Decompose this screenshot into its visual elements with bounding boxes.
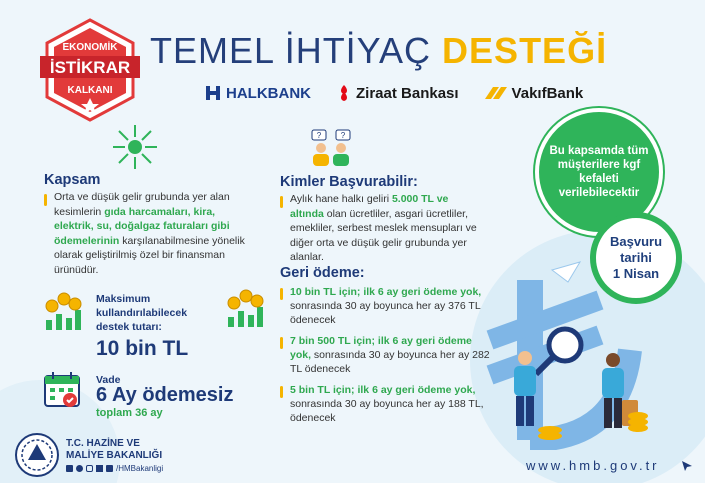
apply-line2: tarihi [620, 250, 652, 265]
repayment-item [290, 334, 490, 376]
apply-line1: Başvuru [609, 234, 663, 249]
lira-illustration [470, 250, 690, 450]
repayment-item-rest: sonrasında 30 ay boyunca her ay 376 TL ödenecek [290, 300, 481, 326]
scope-text [54, 190, 254, 278]
people-question-icon [310, 128, 354, 168]
eligibility-text-b: olan ücretliler, asgari ücretliler, emekliler, serbest meslek mensupları ve diğer orta ve düşük gelir grubunda yer alanlar. [290, 207, 477, 264]
eligibility-heading: Kimler Başvurabilir: [280, 174, 418, 190]
badge-line1: EKONOMİK [62, 42, 118, 53]
scope-text-b: karşılanabilmesine yönelik olarak geliştirilmiş özel bir finansman ürünüdür. [54, 234, 245, 276]
social-handle: /HMBakanligi [116, 464, 164, 473]
svg-text:?: ? [316, 131, 322, 140]
eligibility-text-a: Aylık hane halkı geliri [290, 193, 392, 205]
accent-bar [280, 386, 283, 398]
bank-ziraat [337, 84, 459, 102]
website-link[interactable]: www.hmb.gov.tr [526, 458, 660, 473]
bank-name: HALKBANK [226, 84, 311, 102]
page-title [150, 30, 607, 72]
accent-bar [280, 337, 283, 349]
scope-heading: Kapsam [44, 172, 101, 188]
repayment-item-rest: sonrasında 30 ay boyunca her ay 188 TL, ödenecek [290, 398, 484, 424]
term-label: Vade [96, 374, 121, 386]
term-value: 6 Ay ödemesiz [96, 384, 234, 406]
term-total: toplam 36 ay [96, 407, 163, 419]
ministry-logo-icon [14, 432, 60, 478]
kgf-info-text: Bu kapsamda tüm müşterilere kgf kefaleti verilebilecektir [549, 145, 649, 199]
twitter-icon[interactable] [76, 465, 83, 472]
linkedin-icon[interactable] [106, 465, 113, 472]
repayment-item-rest: sonrasında 30 ay boyunca her ay 282 TL ödenecek [290, 349, 490, 375]
scope-text-a: Orta ve düşük gelir grubunda yer alan kesimlerin [54, 191, 230, 218]
accent-bar [280, 288, 283, 300]
eligibility-text-highlight: 5.000 TL ve altında [290, 193, 449, 220]
instagram-icon[interactable] [86, 465, 93, 472]
apply-line3: 1 Nisan [612, 266, 660, 281]
repayment-heading: Geri ödeme: [280, 265, 365, 281]
bank-name: Ziraat Bankası [356, 84, 459, 102]
calendar-icon [42, 370, 82, 410]
scope-text-highlight: gıda harcamaları, kira, elektrik, su, doğalgaz faturaları gibi ödemelerinin [54, 205, 230, 247]
repayment-item-highlight: 7 bin 500 TL için; ilk 6 ay geri ödeme yok, [290, 335, 472, 361]
ziraat-logo-icon [337, 84, 351, 102]
ministry-name [66, 438, 162, 462]
bank-vakifbank [485, 85, 584, 102]
title-part2: DESTEĞİ [442, 30, 608, 71]
cursor-click-icon [680, 459, 694, 473]
repayment-item [290, 383, 498, 425]
svg-text:?: ? [340, 131, 346, 140]
bank-halkbank [205, 85, 311, 102]
bank-name: VakıfBank [511, 84, 584, 102]
youtube-icon[interactable] [96, 465, 103, 472]
repayment-item-highlight: 5 bin TL için; ilk 6 ay geri ödeme yok, [290, 384, 476, 396]
accent-bar [280, 196, 283, 208]
facebook-icon[interactable] [66, 465, 73, 472]
ministry-line2: MALİYE BAKANLIĞI [66, 450, 163, 461]
eligibility-text [290, 192, 480, 265]
coins-chart-icon-2 [224, 287, 266, 329]
limit-label: Maksimum kullandırılabilecek destek tutarı: [96, 293, 188, 333]
vakifbank-logo-icon [485, 86, 507, 100]
scope-network-icon [110, 122, 160, 172]
limit-value: 10 bin TL [96, 337, 189, 360]
ministry-line1: T.C. HAZİNE VE [66, 438, 140, 449]
title-part1: TEMEL İHTİYAÇ [150, 30, 432, 71]
accent-bar [44, 194, 47, 206]
repayment-item [290, 285, 500, 327]
ekonomik-istikrar-kalkani-badge [38, 18, 142, 122]
coins-chart-icon [42, 290, 84, 332]
bank-logos [205, 84, 583, 102]
halkbank-logo-icon [205, 85, 221, 101]
social-links [66, 464, 163, 473]
repayment-item-highlight: 10 bin TL için; ilk 6 ay geri ödeme yok, [290, 286, 482, 298]
badge-line2: İSTİKRAR [49, 58, 131, 77]
badge-line3: KALKANI [67, 85, 113, 96]
